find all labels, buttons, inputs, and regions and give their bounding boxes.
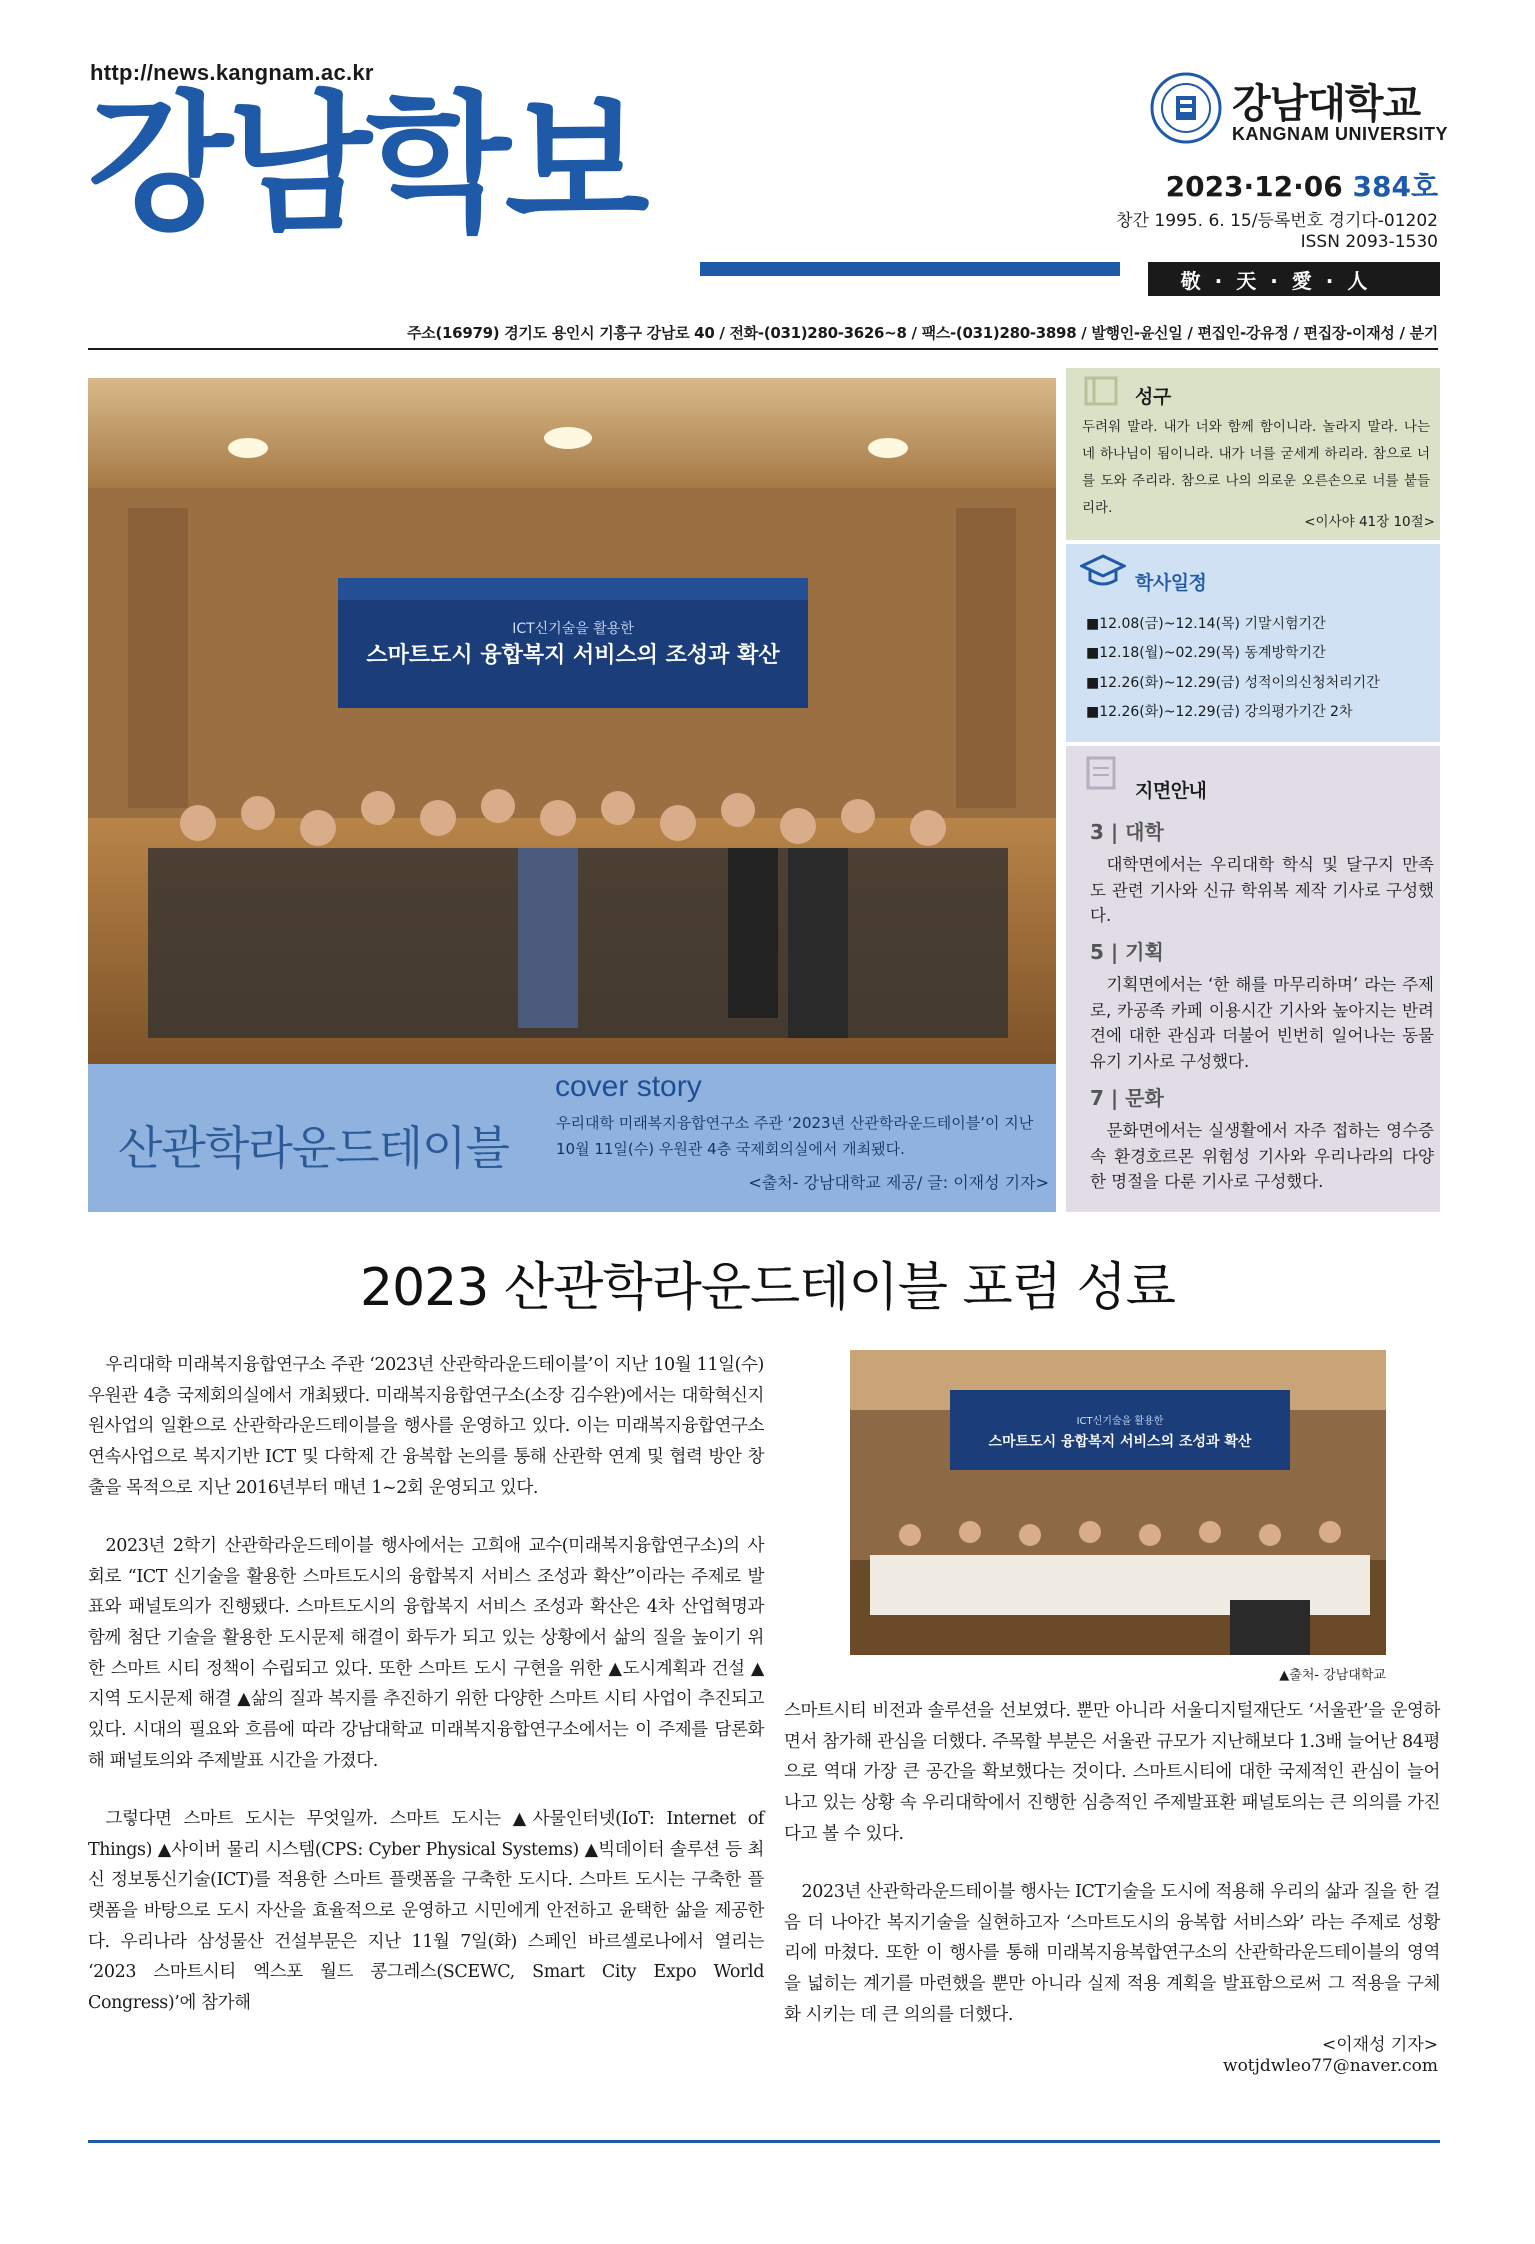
cover-story-label: cover story [555,1070,702,1103]
verse-text: 두려워 말라. 내가 너와 함께 함이니라. 놀라지 말라. 나는 네 하나님이 됨이니라. 내가 너를 굳세게 하리라. 참으로 너를 도와 주리라. 참으로 나의 의로운 오른손으로 너를 붙들리라. [1082,419,1430,516]
panel-banner-line2: 스마트도시 융합복지 서비스의 조성과 확산 [988,1434,1252,1450]
cover-story-text: 우리대학 미래복지융합연구소 주관 ‘2023년 산관학라운드테이블’이 지난 10월 11일(수) 우원관 4층 국제회의실에서 개최됐다. [556,1114,1034,1159]
guide-section-body: 대학면에서는 우리대학 학식 및 달구지 만족도 관련 기사와 신규 학위복 제작 기사로 구성했다. [1090,855,1434,926]
university-name-kr: 강남대학교 [1232,81,1421,127]
panel-photo-caption: ▲출처- 강남대학교 [1279,1668,1386,1683]
guide-section-body: 문화면에서는 실생활에서 자주 접하는 영수증 속 환경호르몬 위험성 기사와 우리나라의 다양한 명절을 다룬 기사로 구성했다. [1090,1121,1434,1192]
motto-bar: 敬·天·愛·人 [1122,262,1440,296]
article-column-right [784,1696,1440,2058]
masthead-rule [700,262,1120,276]
university-name-en: KANGNAM UNIVERSITY [1232,124,1449,144]
article-paragraph: 그렇다면 스마트 도시는 무엇일까. 스마트 도시는 ▲사물인터넷(IoT: Internet of Things) ▲사이버 물리 시스템(CPS: Cyber Physical Systems) ▲빅데이터 솔루션 등 최신 정보통신기술(ICT)를 적용한 스마트 플랫폼을 구축한 도시다. 스마트 도시는 구축한 플랫폼을 바탕으로 도시 자산을 효율적으로 운영하고 시민에게 안전하고 윤택한 삶을 제공한다. 우리나라 삼성물산 건설부문은 지난 11월 7일(화) 스페인 바르셀로나에서 열리는 ‘2023 스마트시티 엑스포 월드 콩그레스(SCEWC, Smart City Expo World Congress)’에 참가해 [88,1809,764,2013]
page-footer-rule [88,2140,1440,2143]
schedule-item: ■12.08(금)~12.14(목) 기말시험기간 [1086,616,1326,632]
panel-photo [850,1350,1386,1655]
schedule-item: ■12.18(월)~02.29(목) 동계방학기간 [1086,645,1326,662]
guide-section-head: 5 | 기획 [1090,940,1164,964]
article-paragraph: 2023년 2학기 산관학라운드테이블 행사에서는 고희애 교수(미래복지융합연구소)의 사회로 “ICT 신기술을 활용한 스마트도시의 융합복지 서비스 조성과 확산”이라는 주제로 발표와 패널토의가 진행됐다. 스마트도시의 융합복지 서비스 조성과 확산은 4차 산업혁명과 함께 첨단 기술을 활용한 도시문제 해결이 화두가 되고 있는 상황에서 삶의 질을 높이기 위한 스마트 시티 정책이 수립되고 있다. 또한 스마트 도시 구현을 위한 ▲도시계획과 건설 ▲지역 도시문제 해결 ▲삶의 질과 복지를 추진하기 위한 다양한 스마트 시티 사업이 추진되고 있다. 시대의 필요와 흐름에 따라 강남대학교 미래복지융합연구소에서는 이 주제를 담론화해 패널토의와 주제발표 시간을 가졌다. [88,1536,764,1771]
guide-title: 지면안내 [1135,780,1207,802]
article-paragraph: 2023년 산관학라운드테이블 행사는 ICT기술을 도시에 적용해 우리의 삶과 질을 한 걸음 더 나아간 복지기술을 실현하고자 ‘스마트도시의 융복합 서비스와’ 라는 주제로 성황리에 마쳤다. 또한 이 행사를 통해 미래복지융복합연구소의 산관학라운드테이블의 영역을 넓히는 계기를 마련했을 뿐만 아니라 실제 적용 계획을 발표함으로써 그 적용을 구체화 시키는 데 큰 의의를 더했다. [784,1882,1440,2025]
book-icon [1082,374,1122,410]
reporter-email[interactable]: wotjdwleo77@naver.com [1223,2056,1438,2076]
cover-caption-title: 산관학라운드테이블 [118,1121,509,1175]
article-column-left [88,1350,764,2047]
verse-reference: <이사야 41장 10절> [1304,514,1435,530]
graduation-cap-icon [1080,552,1126,592]
guide-section-body: 기획면에서는 ‘한 해를 마무리하며’ 라는 주제로, 카공족 카페 이용시간 기사와 높아지는 반려견에 대한 관심과 더불어 빈번히 일어나는 동물유기 기사로 구성했다. [1090,975,1434,1071]
issue-line [1166,165,1438,205]
publisher-address: 주소(16979) 경기도 용인시 기흥구 강남로 40 / 전화-(031)280-3626~8 / 팩스-(031)280-3898 / 발행인-윤신일 / 편집인-강유정 / 편집장-이재성 / 분기 [407,324,1438,342]
schedule-item: ■12.26(화)~12.29(금) 강의평가기간 2차 [1086,704,1353,721]
cover-photo [88,378,1056,1064]
newspaper-logo: 강남학보 [88,78,644,252]
schedule-title: 학사일정 [1135,572,1207,594]
banner-line2: 스마트도시 융합복지 서비스의 조성과 확산 [366,643,780,668]
schedule-list [1086,610,1380,728]
banner-line1: ICT신기술을 활용한 [512,621,634,637]
panel-banner-line1: ICT신기술을 활용한 [1076,1416,1164,1427]
notepad-icon [1082,752,1122,792]
issn: ISSN 2093-1530 [1300,232,1438,252]
site-url[interactable]: http://news.kangnam.ac.kr [90,60,374,85]
cover-credit: <출처- 강남대학교 제공/ 글: 이재성 기자> [748,1173,1049,1192]
article-paragraph: 우리대학 미래복지융합연구소 주관 ‘2023년 산관학라운드테이블’이 지난 10월 11일(수) 우원관 4층 국제회의실에서 개최됐다. 미래복지융합연구소(소장 김수완)에서는 대학혁신지원사업의 일환으로 산관학라운드테이블을 행사를 운영하고 있다. 이는 미래복지융합연구소 연속사업으로 복지기반 ICT 및 다학제 간 융복합 논의를 통해 산관학 연계 및 협력 방안 창출을 목적으로 지난 2016년부터 매년 1~2회 운영되고 있다. [88,1355,764,1498]
guide-section-head: 7 | 문화 [1090,1086,1164,1110]
verse-title: 성구 [1135,386,1171,408]
guide-section-head: 3 | 대학 [1090,820,1164,844]
article-paragraph: 스마트시티 비전과 솔루션을 선보였다. 뿐만 아니라 서울디지털재단도 ‘서울관’을 운영하면서 참가해 관심을 더했다. 주목할 부분은 서울관 규모가 지난해보다 1.3배 늘어난 84평으로 역대 가장 큰 공간을 확보했다는 것이다. 스마트시티에 대한 국제적인 관심이 늘어나고 있는 상황 속 우리대학에서 진행한 심층적인 주제발표환 패널토의는 큰 의의를 가진다고 볼 수 있다. [784,1701,1440,1844]
motto-spacer [1122,262,1148,296]
issue-number: 384호 [1352,170,1438,203]
byline: <이재성 기자> [1321,2035,1438,2055]
schedule-item: ■12.26(화)~12.29(금) 성적이의신청처리기간 [1086,674,1380,691]
registration-info: 창간 1995. 6. 15/등록번호 경기다-01202 [1116,211,1438,231]
masthead-divider [88,348,1438,350]
university-seal-icon [1150,72,1222,144]
issue-date: 2023·12·06 [1165,170,1343,203]
article-headline: 2023 산관학라운드테이블 포럼 성료 [360,1258,1175,1318]
